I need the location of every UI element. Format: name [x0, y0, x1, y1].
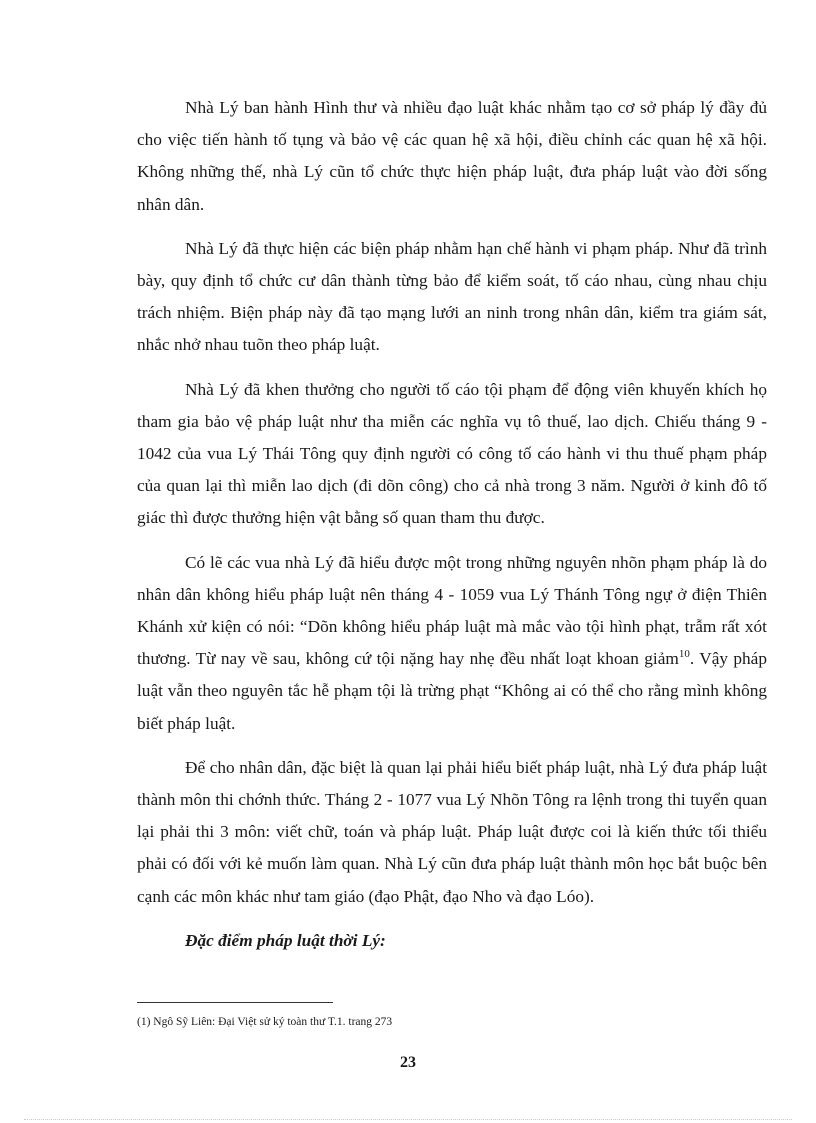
paragraph-4-text-end: . Vậy pháp luật vẫn theo nguyên tắc hễ phạm tội là trừng phạt “Không ai có thể cho rằng mình không biết pháp luật. — [137, 649, 767, 733]
paragraph-2: Nhà Lý đã thực hiện các biện pháp nhằm hạn chế hành vi phạm pháp. Như đã trình bày, quy định tổ chức cư dân thành từng bảo để kiểm soát, tố cáo nhau, cùng nhau chịu trách nhiệm. Biện pháp này đã tạo mạng lưới an ninh trong nhân dân, kiểm tra giám sát, nhắc nhở nhau tuõn theo pháp luật. — [137, 238, 767, 355]
section-heading: Đặc điểm pháp luật thời Lý: — [185, 930, 386, 950]
paragraph-4 — [137, 547, 767, 740]
body-text — [137, 92, 767, 969]
page-number: 23 — [400, 1054, 416, 1071]
footnote-separator — [137, 1002, 333, 1003]
paragraph-1: Nhà Lý ban hành Hình thư và nhiều đạo luật khác nhằm tạo cơ sở pháp lý đầy đủ cho việc tiến hành tố tụng và bảo vệ các quan hệ xã hội, điều chỉnh các quan hệ xã hội. Không những thế, nhà Lý cũn tổ chức thực hiện pháp luật, đưa pháp luật vào đời sống nhân dân. — [137, 98, 767, 214]
page-bottom-edge — [24, 1119, 792, 1120]
paragraph-5: Để cho nhân dân, đặc biệt là quan lại phải hiểu biết pháp luật, nhà Lý đưa pháp luật thành môn thi chớnh thức. Tháng 2 - 1077 vua Lý Nhõn Tông ra lệnh trong thi tuyển quan lại phải thi 3 môn: viết chữ, toán và pháp luật. Pháp luật được coi là kiến thức tối thiểu phải có đối với kẻ muốn làm quan. Nhà Lý cũn đưa pháp luật thành môn học bắt buộc bên cạnh các môn khác như tam giáo (đạo Phật, đạo Nho và đạo Lóo). — [137, 757, 767, 906]
paragraph-3: Nhà Lý đã khen thưởng cho người tố cáo tội phạm để động viên khuyến khích họ tham gia bảo vệ pháp luật như tha miễn các nghĩa vụ tô thuế, lao dịch. Chiếu tháng 9 - 1042 của vua Lý Thái Tông quy định người có công tố cáo hành vi thu thuế phạm pháp của quan lại thì miễn lao dịch (đi dõn công) cho cả nhà trong 3 năm. Người ở kinh đô tố giác thì được thưởng hiện vật bằng số quan tham thu được. — [137, 379, 767, 528]
footnote-reference[interactable]: 10 — [678, 648, 690, 661]
footnote: (1) Ngô Sỹ Liên: Đại Việt sử ký toàn thư T.1. trang 273 — [137, 1016, 393, 1028]
paragraph-4-text-start: Có lẽ các vua nhà Lý đã hiểu được một trong những nguyên nhõn phạm pháp là do nhân dân không hiểu pháp luật nên tháng 4 - 1059 vua Lý Thánh Tông ngự ở điện Thiên Khánh xử kiện có nói: “Dõn không hiểu pháp luật mà mắc vào tội hình phạt, trẫm rất xót thương. Từ nay về sau, không cứ tội nặng hay nhẹ đều nhất loạt khoan giảm — [137, 552, 767, 669]
